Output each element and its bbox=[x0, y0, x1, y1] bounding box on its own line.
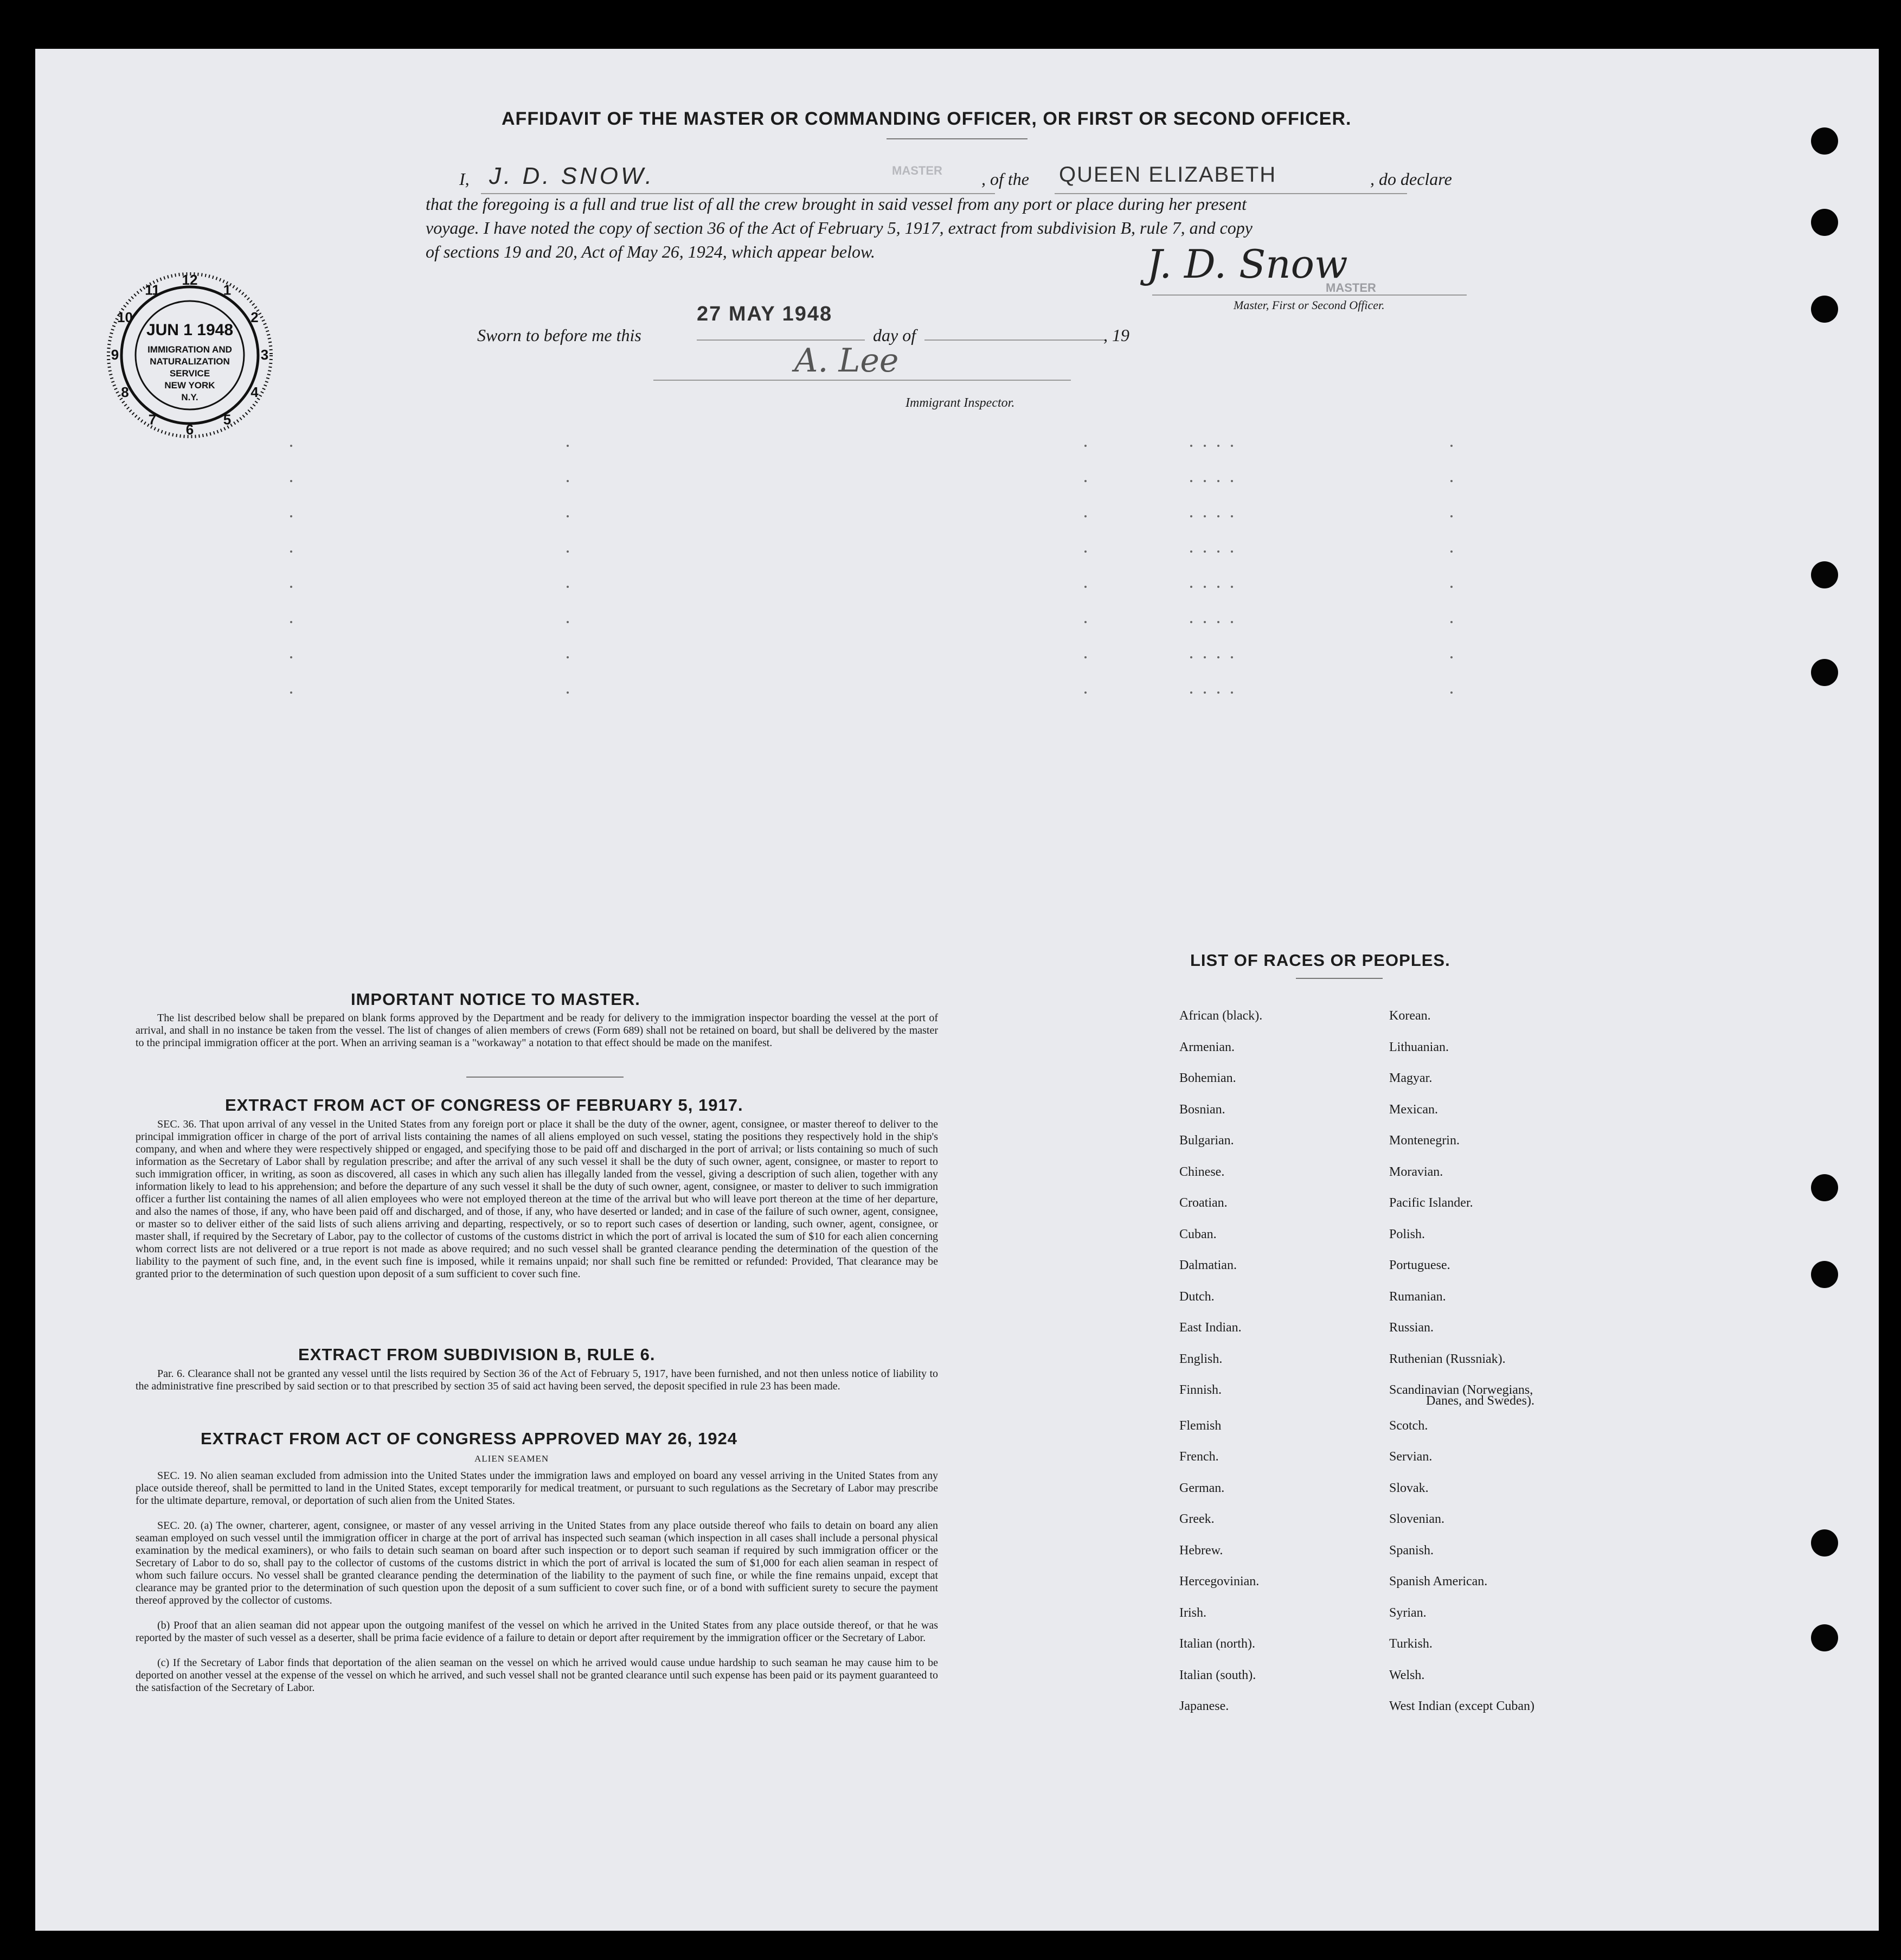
extract1917-text: SEC. 36. That upon arrival of any vessel in the United States from any foreign port or place it shall be the duty of the owner, agent, consignee, or master thereof to deliver to the principal immigration officer in charge of the port of arrival lists containing the names of all aliens employed on such vessel, stating the positions they respectively hold in the ship's company, and when and where they were respectively shipped or engaged, and specifying those to be paid off and discharged in the port of arrival; or lists containing so much of such information as the Secretary of Labor shall by regulation prescribe; and after the arrival of any such vessel it shall be the duty of such owner, agent, consignee, or master to report to such immigration officer, in writing, as soon as discovered, all cases in which any such alien has illegally landed from the vessel, giving a description of such alien, together with any information likely to lead to his apprehension; and before the departure of any such vessel it shall be the duty of such owner, agent, consignee, or master to deliver to such immigration officer a further list containing the names of all alien employees who were not employed thereon at the time of the arrival but who will leave port thereon at the time of her departure, and also the names of those, if any, who have been paid off and discharged, and of those, if any, who have deserted or landed; and in case of the failure of such owner, agent, consignee, or master so to deliver either of the said lists of such aliens arriving and departing, respectively, or so to report such cases of desertion or landing, such owner, agent, consignee, or master shall, if required by the Secretary of Labor, pay to the collector of customs of the customs district in which the port of arrival is located the sum of $10 for each alien concerning whom correct lists are not delivered or a true report is not made as above required; and no such vessel shall be granted clearance pending the determination of the question of the liability to the payment of such fine, and, in the event such fine is imposed, while it remains unpaid; nor shall such fine be remitted or refunded: Provided, That clearance may be granted prior to the determination of such question upon deposit of a sum sufficient to cover such fine. bbox=[136, 1118, 938, 1280]
i-label: I, bbox=[459, 169, 470, 189]
title-underline bbox=[887, 138, 1027, 139]
column-dot bbox=[1450, 480, 1453, 482]
race-item: Russian. bbox=[1389, 1321, 1434, 1335]
race-item: Irish. bbox=[1179, 1605, 1206, 1620]
column-dot bbox=[1217, 621, 1219, 623]
column-dot bbox=[1084, 691, 1087, 694]
races-right-extra: Danes, and Swedes). bbox=[1426, 1394, 1534, 1408]
extract1924-sec20b: (b) Proof that an alien seaman did not appear upon the outgoing manifest of the vessel on which he arrived in the United States from any place outside thereof, or that he was reported by the master of such vessel as a deserter, shall be prima facie evidence of a failure to detain or deport after requirement by the immigration officer or the Secretary of Labor. bbox=[136, 1619, 938, 1644]
column-dot bbox=[290, 445, 292, 447]
race-item: Hercegovinian. bbox=[1179, 1574, 1260, 1589]
race-item: Dalmatian. bbox=[1179, 1258, 1237, 1272]
column-dot bbox=[1231, 586, 1233, 588]
column-dot bbox=[567, 515, 569, 517]
race-item: Flemish bbox=[1179, 1418, 1222, 1433]
race-item: Ruthenian (Russniak). bbox=[1389, 1351, 1506, 1366]
column-dot bbox=[1204, 515, 1206, 517]
column-dot bbox=[1084, 621, 1087, 623]
column-dot bbox=[1084, 445, 1087, 447]
immigration-stamp bbox=[103, 266, 277, 445]
stamp-ring-number: 9 bbox=[111, 347, 119, 363]
column-dot bbox=[1231, 656, 1233, 658]
column-dot bbox=[290, 691, 292, 694]
stamp-line5: N.Y. bbox=[181, 392, 198, 402]
race-item: Lithuanian. bbox=[1389, 1040, 1449, 1054]
column-dot bbox=[1084, 586, 1087, 588]
race-item: Bohemian. bbox=[1179, 1071, 1236, 1085]
race-item: Korean. bbox=[1389, 1009, 1431, 1023]
column-dot bbox=[1204, 656, 1206, 658]
signature-caption: Master, First or Second Officer. bbox=[1234, 298, 1385, 312]
race-item: Armenian. bbox=[1179, 1040, 1235, 1054]
column-dot bbox=[1450, 656, 1453, 658]
sworn-label: Sworn to before me this bbox=[477, 325, 641, 345]
column-dot bbox=[1204, 586, 1206, 588]
stamp-line1: IMMIGRATION AND bbox=[147, 344, 232, 355]
race-item: African (black). bbox=[1179, 1009, 1263, 1023]
punch-hole bbox=[1811, 1624, 1838, 1651]
affidavit-title: AFFIDAVIT OF THE MASTER OR COMMANDING OFFICER, OR FIRST OR SECOND OFFICER. bbox=[502, 108, 1352, 129]
column-dot bbox=[1084, 515, 1087, 517]
extract1917-title: EXTRACT FROM ACT OF CONGRESS OF FEBRUARY 5, 1917. bbox=[225, 1096, 743, 1114]
race-item: German. bbox=[1179, 1481, 1225, 1495]
race-item: Syrian. bbox=[1389, 1605, 1427, 1620]
column-dot bbox=[1217, 480, 1219, 482]
stamp-ring-number: 8 bbox=[121, 384, 129, 400]
column-dot bbox=[1204, 621, 1206, 623]
punch-hole bbox=[1811, 127, 1838, 155]
column-dot bbox=[567, 480, 569, 482]
of-the-label: , of the bbox=[981, 169, 1029, 189]
day-of-label: day of bbox=[873, 325, 916, 345]
column-dot bbox=[290, 621, 292, 623]
race-item: Magyar. bbox=[1389, 1071, 1433, 1085]
column-dot bbox=[1231, 621, 1233, 623]
stamp-line4: NEW YORK bbox=[164, 380, 215, 390]
rule6-title: EXTRACT FROM SUBDIVISION B, RULE 6. bbox=[298, 1345, 656, 1364]
column-dot bbox=[290, 550, 292, 553]
column-dot bbox=[1190, 550, 1192, 553]
stamp-ring-number: 2 bbox=[251, 309, 259, 325]
race-item: Montenegrin. bbox=[1389, 1133, 1460, 1148]
column-dot bbox=[1217, 445, 1219, 447]
stamp-ring-number: 11 bbox=[145, 281, 160, 298]
column-dot bbox=[1190, 515, 1192, 517]
race-item: Mexican. bbox=[1389, 1102, 1438, 1117]
column-dot bbox=[1204, 480, 1206, 482]
stamp-line2: NATURALIZATION bbox=[150, 356, 230, 367]
column-dot bbox=[1217, 656, 1219, 658]
extract1924-sec20a: SEC. 20. (a) The owner, charterer, agent, consignee, or master of any vessel arriving in the United States from any place outside thereof who fails to detain on board any alien seaman employed on such vessel until the immigration officer in charge at the port of arrival has inspected such seaman (which inspection in all cases shall include a personal physical examination by the medical examiners), or who fails to detain such seaman on board after such inspection or to deport such seaman if required by such immigration officer or the Secretary of Labor to do so, shall pay to the collector of customs of the customs district in which the port of arrival is located the sum of $1,000 for each alien seaman in respect of whom such failure occurs. No vessel shall be granted clearance pending the determination of the liability to the payment of such fine, or while the fine remains unpaid, except that clearance may be granted prior to the determination of such question upon the deposit of a sum sufficient to cover such fine, or of a bond with sufficient surety to secure the payment thereof approved by the collector of customs. bbox=[136, 1520, 938, 1606]
column-dot bbox=[567, 656, 569, 658]
race-item: Cuban. bbox=[1179, 1227, 1217, 1241]
notice-title: IMPORTANT NOTICE TO MASTER. bbox=[351, 990, 640, 1009]
column-dot bbox=[290, 586, 292, 588]
column-dot bbox=[1231, 515, 1233, 517]
column-dot bbox=[1204, 691, 1206, 694]
column-dot bbox=[1190, 656, 1192, 658]
affidavit-body-line3: of sections 19 and 20, Act of May 26, 1924, which appear below. bbox=[426, 242, 875, 261]
column-dot bbox=[1217, 550, 1219, 553]
column-dot bbox=[567, 550, 569, 553]
punch-hole bbox=[1811, 659, 1838, 686]
race-item: Scandinavian (Norwegians, bbox=[1389, 1383, 1533, 1397]
column-dot bbox=[1450, 515, 1453, 517]
column-dot bbox=[1084, 550, 1087, 553]
document-sheet bbox=[35, 49, 1879, 1931]
race-item: Bulgarian. bbox=[1179, 1133, 1234, 1148]
punch-hole bbox=[1811, 1261, 1838, 1288]
column-dot bbox=[1450, 550, 1453, 553]
punch-hole bbox=[1811, 1174, 1838, 1201]
inspector-line bbox=[653, 380, 1071, 381]
stamp-line3: SERVICE bbox=[169, 368, 210, 379]
stamp-ring-number: 1 bbox=[223, 281, 232, 298]
punch-hole bbox=[1811, 209, 1838, 236]
stamp-ring-number: 3 bbox=[260, 347, 269, 363]
race-item: Italian (south). bbox=[1179, 1668, 1256, 1682]
inspector-signature: A. Lee bbox=[794, 342, 899, 380]
race-item: Servian. bbox=[1389, 1450, 1433, 1464]
race-item: Japanese. bbox=[1179, 1699, 1229, 1713]
extract1924-sec19: SEC. 19. No alien seaman excluded from admission into the United States under the immigration laws and employed on board any vessel arriving in the United States from any place outside thereof, shall be permitted to land in the United States, except temporarily for medical treatment, or pursuant to such regulations as the Secretary of Labor may prescribe for the ultimate departure, removal, or deportation of such alien from the United States. bbox=[136, 1470, 938, 1507]
signature-line bbox=[1152, 294, 1467, 296]
affidavit-body-line2: voyage. I have noted the copy of section 36 of the Act of February 5, 1917, extract from subdivision B, rule 7, and copy bbox=[426, 218, 1253, 238]
column-dot bbox=[290, 515, 292, 517]
race-item: Finnish. bbox=[1179, 1383, 1222, 1397]
extract1924-subtitle: ALIEN SEAMEN bbox=[474, 1453, 549, 1464]
stamp-ring-number: 12 bbox=[182, 272, 198, 288]
master-stamp-faint: MASTER bbox=[892, 164, 942, 177]
vessel-name: QUEEN ELIZABETH bbox=[1059, 163, 1277, 187]
race-item: Pacific Islander. bbox=[1389, 1196, 1473, 1210]
column-dot bbox=[1217, 515, 1219, 517]
race-item: English. bbox=[1179, 1351, 1223, 1366]
race-item: Dutch. bbox=[1179, 1289, 1215, 1304]
race-item: Welsh. bbox=[1389, 1668, 1425, 1682]
column-dot bbox=[290, 480, 292, 482]
master-name: J. D. SNOW. bbox=[489, 163, 655, 189]
column-dot bbox=[1190, 691, 1192, 694]
column-dot bbox=[1190, 480, 1192, 482]
race-item: Bosnian. bbox=[1179, 1102, 1225, 1117]
column-dot bbox=[1084, 656, 1087, 658]
race-item: Polish. bbox=[1389, 1227, 1425, 1241]
stamp-ring-number: 4 bbox=[251, 384, 259, 400]
affidavit-body-line1: that the foregoing is a full and true list of all the crew brought in said vessel from any port or place during her present bbox=[426, 194, 1247, 214]
race-item: Turkish. bbox=[1389, 1637, 1433, 1651]
race-item: East Indian. bbox=[1179, 1321, 1242, 1335]
column-dot bbox=[1450, 445, 1453, 447]
race-item: Croatian. bbox=[1179, 1196, 1228, 1210]
column-dot bbox=[1204, 445, 1206, 447]
column-dot bbox=[1084, 480, 1087, 482]
race-item: Moravian. bbox=[1389, 1164, 1443, 1179]
column-dot bbox=[567, 691, 569, 694]
race-item: Rumanian. bbox=[1389, 1289, 1446, 1304]
column-dot bbox=[1231, 550, 1233, 553]
race-item: Scotch. bbox=[1389, 1418, 1428, 1433]
punch-hole bbox=[1811, 1529, 1838, 1557]
column-dot bbox=[1217, 691, 1219, 694]
column-dot bbox=[1450, 586, 1453, 588]
race-item: Slovenian. bbox=[1389, 1512, 1444, 1526]
column-dot bbox=[1231, 691, 1233, 694]
inspector-caption: Immigrant Inspector. bbox=[905, 396, 1015, 410]
month-line bbox=[924, 340, 1106, 341]
column-dot bbox=[567, 586, 569, 588]
races-title: LIST OF RACES OR PEOPLES. bbox=[1190, 951, 1450, 970]
do-declare-label: , do declare bbox=[1370, 169, 1452, 189]
column-dot bbox=[1190, 586, 1192, 588]
column-dot bbox=[1190, 621, 1192, 623]
extract1924-title: EXTRACT FROM ACT OF CONGRESS APPROVED MAY 26, 1924 bbox=[201, 1429, 737, 1448]
column-dot bbox=[1231, 445, 1233, 447]
column-dot bbox=[567, 445, 569, 447]
column-dot bbox=[1204, 550, 1206, 553]
notice-text: The list described below shall be prepared on blank forms approved by the Department and be ready for delivery to the immigration inspector boarding the vessel at the port of arrival, and shall in no instance be taken from the vessel. The list of changes of alien members of crews (Form 689) shall not be retained on board, but shall be delivered by the master to the principal immigration officer at the port. When an arriving seaman is a "workaway" a notation to that effect should be made on the manifest. bbox=[136, 1012, 938, 1049]
race-item: Spanish American. bbox=[1389, 1574, 1488, 1589]
column-dot bbox=[1217, 586, 1219, 588]
column-dot bbox=[290, 656, 292, 658]
stamp-ring-number: 7 bbox=[148, 411, 157, 428]
race-item: Spanish. bbox=[1389, 1543, 1434, 1558]
column-dot bbox=[1450, 621, 1453, 623]
extract1924-sec20c: (c) If the Secretary of Labor finds that deportation of the alien seaman on the vessel on which he arrived would cause undue hardship to such seaman he may cause him to be deported on another vessel at the expense of the vessel on which he arrived, and such vessel shall not be granted clearance until such expense has been paid or its payment guaranteed to the satisfaction of the Secretary of Labor. bbox=[136, 1657, 938, 1694]
race-item: Portuguese. bbox=[1389, 1258, 1450, 1272]
race-item: West Indian (except Cuban) bbox=[1389, 1699, 1534, 1713]
race-item: Chinese. bbox=[1179, 1164, 1225, 1179]
year-prefix: , 19 bbox=[1103, 325, 1129, 345]
punch-hole bbox=[1811, 296, 1838, 323]
column-dot bbox=[1231, 480, 1233, 482]
race-item: Slovak. bbox=[1389, 1481, 1429, 1495]
column-dot bbox=[567, 621, 569, 623]
race-item: Italian (north). bbox=[1179, 1637, 1255, 1651]
sworn-date: 27 MAY 1948 bbox=[697, 303, 833, 325]
stamp-ring-number: 5 bbox=[223, 411, 232, 428]
race-item: Hebrew. bbox=[1179, 1543, 1223, 1558]
rule6-text: Par. 6. Clearance shall not be granted any vessel until the lists required by Section 36 of the Act of February 5, 1917, have been furnished, and not then unless notice of liability to the administrative fine prescribed by said section or to that prescribed by section 35 of said act having been served, the deposit specified in rule 23 has been made. bbox=[136, 1368, 938, 1392]
race-item: Greek. bbox=[1179, 1512, 1215, 1526]
punch-hole bbox=[1811, 561, 1838, 588]
sworn-date-line bbox=[697, 340, 865, 341]
master-signature: J. D. Snow bbox=[1147, 241, 1348, 287]
notice-divider bbox=[466, 1077, 624, 1078]
signature-stamp: MASTER bbox=[1326, 281, 1376, 294]
race-item: French. bbox=[1179, 1450, 1219, 1464]
column-dot bbox=[1190, 445, 1192, 447]
column-dot bbox=[1450, 691, 1453, 694]
stamp-ring-number: 10 bbox=[117, 309, 133, 325]
stamp-date: JUN 1 1948 bbox=[146, 321, 234, 339]
stamp-ring-number: 6 bbox=[185, 421, 194, 438]
races-underline bbox=[1296, 978, 1383, 979]
